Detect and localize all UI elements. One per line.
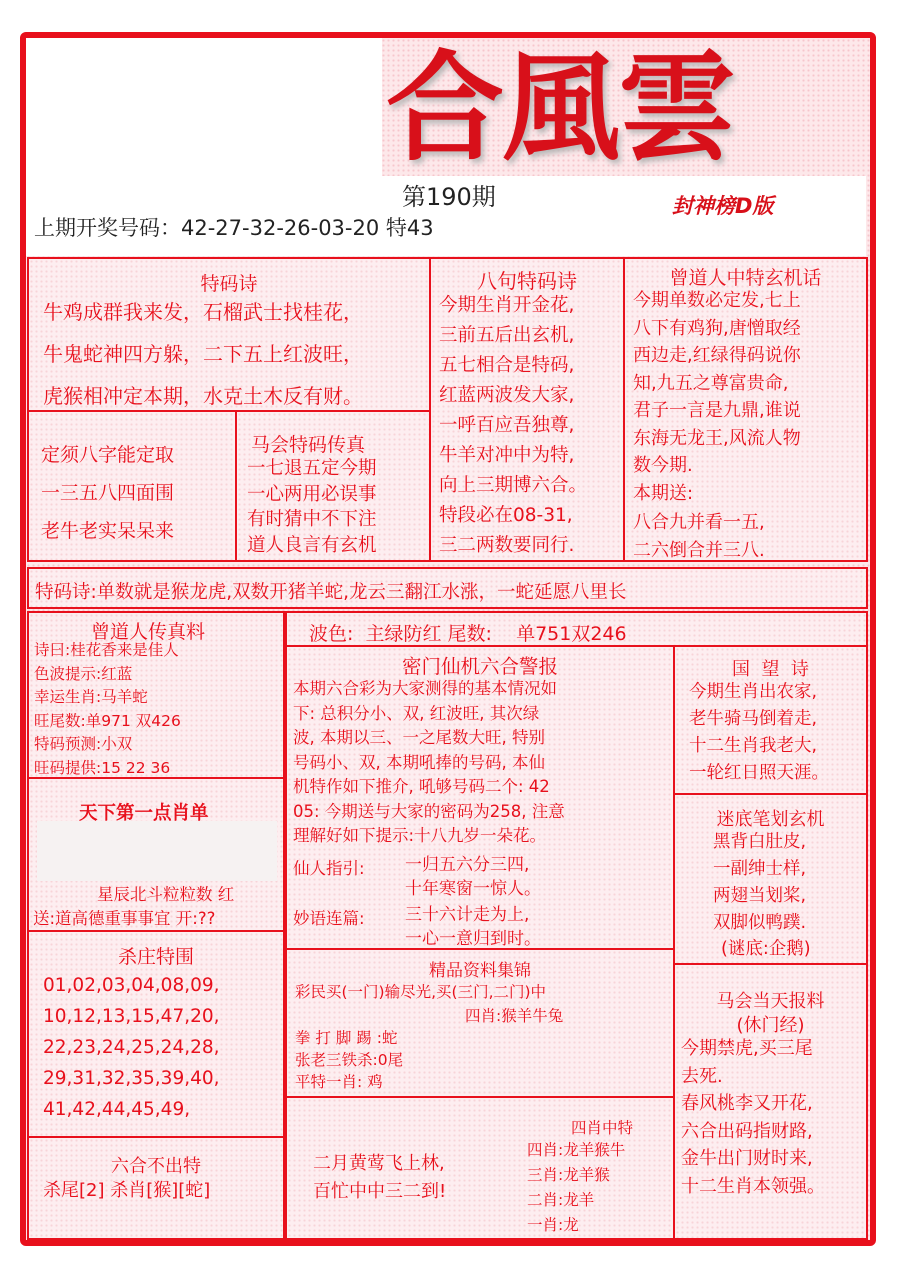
text-line: 诗曰:桂花香来是佳人	[34, 641, 179, 659]
text-line: 今期禁虎,买三尾	[681, 1038, 813, 1059]
riddle-line: 双脚似鸭蹼.	[713, 913, 807, 933]
sixiao-lines	[527, 1138, 625, 1238]
section-bottom-mid	[285, 1096, 675, 1240]
poem-lines	[439, 291, 587, 561]
text-line: 春风桃李又开花,	[681, 1093, 813, 1114]
text-line: 六合出码指财路,	[681, 1120, 813, 1142]
xianren-lines	[405, 853, 541, 901]
quan-label: 拳 打 脚 踢	[295, 1029, 372, 1047]
section-zeng-chuanzhen	[27, 611, 285, 779]
text-line: 05: 今期送与大家的密码为258, 注意	[293, 801, 565, 821]
blank-area	[37, 821, 277, 881]
text-line: 幸运生肖:马羊蛇	[34, 688, 148, 706]
section-title: 国 望 诗	[732, 659, 809, 680]
poem-lines	[41, 436, 174, 550]
text-line: 杀尾[2] 杀肖[猴][蛇]	[43, 1180, 211, 1201]
poem-lines	[247, 456, 377, 558]
text-line: 机特作如下推介, 吼够号码二个: 42	[293, 777, 550, 796]
text-line: 西边走,红绿得码说你	[633, 345, 801, 366]
text-line: 平特一肖: 鸡	[295, 1073, 383, 1091]
text-line: 张老三铁杀:0尾	[295, 1051, 404, 1069]
text-lines	[34, 639, 181, 779]
text-lines	[681, 1035, 825, 1200]
text-line: 送:道高德重事事宜 开:??	[33, 909, 216, 928]
poem-line: 有时猜中不下注	[247, 509, 377, 530]
sixiao-title: 四肖中特	[571, 1119, 634, 1137]
section-mimen	[285, 645, 675, 950]
poem-line: 一呼百应吾独尊,	[439, 415, 575, 436]
number-lines	[43, 970, 220, 1125]
boshe-text: 波色: 主绿防红 尾数: 单751双246	[309, 623, 627, 645]
riddle-line: 一副绅士样,	[713, 859, 807, 879]
section-title: 特码诗	[200, 273, 258, 295]
header-blank-area	[26, 38, 382, 186]
section-midi	[673, 793, 868, 965]
text-line: 三十六计走为上,	[405, 905, 530, 925]
section-liuhe-buchu	[27, 1136, 285, 1240]
poem-line: 一三五八四面围	[41, 482, 175, 504]
poem-lines	[43, 291, 363, 412]
text-line: 特码预测:小双	[34, 735, 133, 753]
last-draw-numbers: 上期开奖号码：42-27-32-26-03-20 特43	[34, 216, 434, 240]
text-line: 一归五六分三四,	[405, 855, 530, 875]
section-temashi	[27, 257, 431, 412]
poem-line: 道人良言有玄机	[247, 534, 377, 556]
riddle-answer: (谜底:企鹅)	[721, 939, 811, 959]
number-line: 29,31,32,35,39,40,	[43, 1068, 220, 1089]
text-line: 旺码提供:15 22 36	[34, 758, 171, 777]
poem-line: 老牛老实呆呆来	[41, 520, 175, 542]
poem-line: 老牛骑马倒着走,	[689, 709, 818, 729]
section-title: 马会特码传真	[251, 434, 366, 456]
edition-label: 封神榜D版	[672, 194, 774, 218]
text-line: 彩民买(一门)输尽光,买(三门,二门)中	[295, 983, 547, 1001]
text-line: 下: 总积分小、双, 红波旺, 其次绿	[293, 703, 540, 723]
issue-number: 第190期	[402, 183, 496, 211]
poem-line: 今期生肖开金花,	[439, 295, 575, 316]
text-line: 数今期.	[633, 455, 693, 476]
text-line: 波, 本期以三、一之尾数大旺, 特别	[293, 728, 545, 747]
text-line: 本期六合彩为大家测得的基本情况如	[293, 679, 557, 698]
text-lines	[293, 677, 565, 849]
poem-line: 牛鸡成群我来发，石榴武士找桂花，	[43, 300, 363, 324]
text-line: 星辰北斗粒粒数 红	[97, 885, 235, 904]
poem-lines	[689, 679, 829, 787]
text-line: 理解好如下提示:十八九岁一朵花。	[293, 826, 547, 845]
text-line: 金牛出门财时来,	[681, 1148, 813, 1169]
text-line: 二六倒合并三八.	[633, 539, 765, 561]
text-line: 八合九并看一五,	[633, 512, 765, 533]
poem-line: 二月黄莺飞上林,	[313, 1153, 445, 1174]
text-line: 八下有鸡狗,唐憎取经	[633, 317, 801, 339]
poem-line: 向上三期博六合。	[439, 475, 588, 496]
sixiao-line: 一肖:龙	[527, 1216, 579, 1234]
poem-line: 一轮红日照天涯。	[689, 763, 829, 783]
number-line: 10,12,13,15,47,20,	[43, 1006, 220, 1027]
text-line: 东海无龙王,风流人物	[633, 427, 801, 449]
section-boshe	[285, 611, 868, 647]
banner-text: 特码诗:单数就是猴龙虎,双数开猪羊蛇,龙云三翻江水涨，一蛇延愿八里长	[35, 582, 627, 603]
section-subtitle: (休门经)	[736, 1015, 805, 1036]
number-line: 22,23,24,25,24,28,	[43, 1037, 220, 1058]
riddle-line: 两翅当划桨,	[713, 886, 807, 906]
poem-lines	[313, 1150, 446, 1206]
sixiao-line: 三肖:龙羊猴	[527, 1166, 610, 1184]
riddle-lines	[713, 829, 806, 937]
text-line: 本期送:	[633, 482, 694, 504]
text-line: 色波提示:红蓝	[34, 664, 133, 683]
poem-line: 五七相合是特码,	[439, 355, 575, 376]
sixiao-line: 二肖:龙羊	[527, 1191, 595, 1209]
poem-line: 牛羊对冲中为特,	[439, 445, 575, 466]
riddle-line: 黑背白肚皮,	[713, 832, 807, 852]
poem-line: 红蓝两波发大家,	[439, 385, 575, 406]
section-jingpin	[285, 948, 675, 1098]
section-temashi-banner	[27, 567, 868, 609]
section-title: 曾道人中特玄机话	[669, 267, 822, 289]
text-line	[295, 1026, 397, 1048]
text-line: 号码小、双, 本期吼捧的号码, 本仙	[293, 752, 545, 772]
poem-line: 一心两用必误事	[247, 483, 377, 505]
section-mahui-dangtian	[673, 963, 868, 1240]
section-title: 马会当天报料	[716, 991, 825, 1012]
section-mahui-chuanzhen	[235, 410, 431, 562]
section-guowang	[673, 645, 868, 795]
text-line: 一心一意归到时。	[405, 929, 541, 949]
miaoyu-label: 妙语连篇:	[293, 909, 365, 928]
miaoyu-lines	[405, 903, 541, 950]
section-tianxia	[27, 777, 285, 932]
masthead-title: 合風雲	[386, 38, 735, 177]
section-title: 曾道人传真料	[91, 621, 206, 643]
section-zeng-xuanji	[623, 257, 868, 562]
section-title: 八句特码诗	[477, 269, 577, 293]
number-line: 41,42,44,45,49,	[43, 1099, 191, 1120]
section-title: 精品资料集锦	[429, 961, 531, 981]
poem-line: 百忙中中三二到!	[313, 1181, 447, 1202]
section-title: 天下第一点肖单	[79, 803, 209, 824]
number-line: 01,02,03,04,08,09,	[43, 975, 220, 996]
text-lines	[633, 287, 801, 562]
poem-line: 今期生肖出农家,	[689, 682, 818, 702]
section-baju	[429, 257, 625, 562]
section-title: 六合不出特	[111, 1156, 201, 1177]
poem-line: 一七退五定今期	[247, 458, 377, 479]
section-title: 密门仙机六合警报	[401, 655, 558, 678]
poem-line: 十二生肖我老大,	[689, 736, 818, 756]
poem-line: 三前五后出玄机,	[439, 325, 575, 346]
poem-line: 牛鬼蛇神四方躲，二下五上红波旺，	[43, 342, 363, 366]
sixiao-line: 四肖:龙羊猴牛	[527, 1141, 626, 1159]
poem-line: 虎猴相冲定本期，水克土木反有财。	[43, 384, 363, 408]
quan-value: :蛇	[376, 1029, 398, 1047]
poem-line: 定须八字能定取	[41, 444, 175, 466]
text-line: 知,九五之尊富贵命,	[633, 372, 789, 394]
xianren-label: 仙人指引:	[293, 859, 365, 878]
poem-line: 特段必在08-31,	[439, 505, 573, 526]
text-line: 君子一言是九鼎,谁说	[633, 400, 801, 421]
text-line: 今期单数必定发,七上	[633, 290, 801, 311]
section-title: 迷底笔划玄机	[716, 809, 825, 830]
text-line: 四肖:猴羊牛兔	[465, 1007, 564, 1025]
text-line: 十年寒窗一惊人。	[405, 879, 541, 899]
text-line: 去死.	[681, 1065, 723, 1087]
text-line: 十二生肖本领强。	[681, 1175, 825, 1197]
section-shazhuang	[27, 930, 285, 1138]
section-title: 杀庄特围	[117, 946, 194, 968]
poem-line: 三二两数要同行.	[439, 535, 575, 556]
section-bazi	[27, 410, 237, 562]
text-line: 旺尾数:单971 双426	[34, 711, 181, 730]
